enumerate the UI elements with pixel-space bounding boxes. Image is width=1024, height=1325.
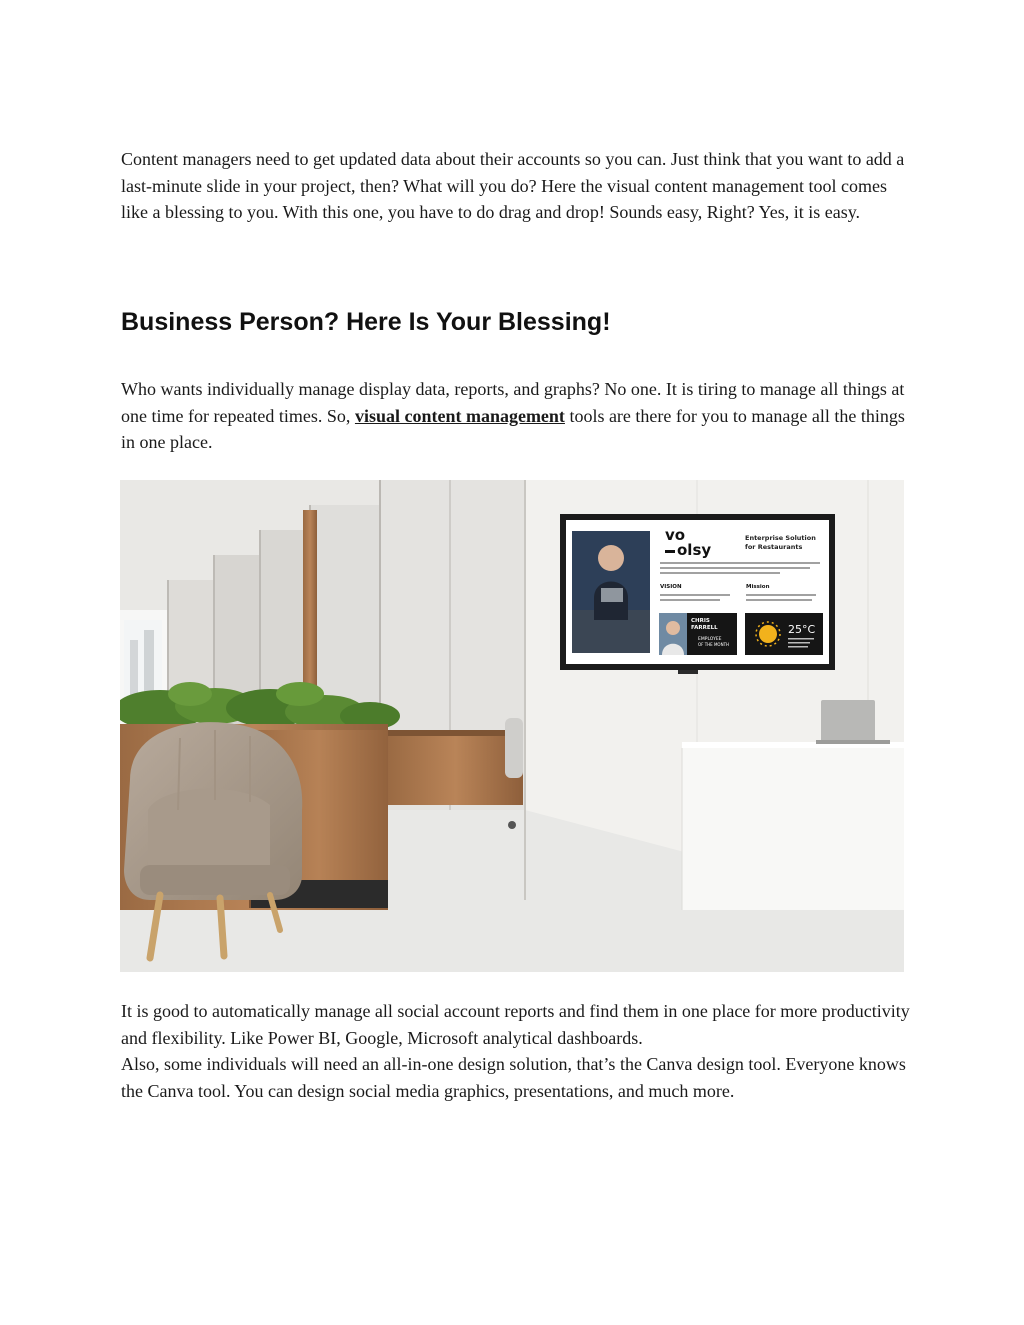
- paragraph-text-start: Who wants individually manage display data, reports, and graphs? No one. It is tiring to manage all things at one time for repeated times. So,: [121, 379, 905, 426]
- screen-employee-role2: OF THE MONTH: [698, 642, 730, 647]
- screen-logo-top: vo: [665, 526, 686, 544]
- closing-paragraph: [121, 998, 911, 1104]
- screen-vision-label: VISION: [660, 584, 682, 590]
- closing-paragraph-line2: Also, some individuals will need an all-in-one design solution, that’s the Canva design tool. Everyone knows the Canva tool. You can design social media graphics, presentations, and much more.: [121, 1054, 906, 1101]
- closing-paragraph-line1: It is good to automatically manage all social account reports and find them in one place for more productivity and flexibility. Like Power BI, Google, Microsoft analytical dashboards.: [121, 1001, 910, 1048]
- visual-content-management-link[interactable]: visual content management: [354, 405, 565, 426]
- screen-title-line1: Enterprise Solution: [745, 534, 816, 542]
- screen-temperature: 25°C: [788, 623, 816, 636]
- screen-logo-dash: [665, 550, 675, 553]
- screen-employee-last: FARRELL: [691, 625, 718, 631]
- intro-paragraph: Content managers need to get updated data about their accounts so you can. Just think that you want to add a last-minute slide in your project, then? What will you do? Here the visual content management tool comes like a blessing to you. With this one, you have to do drag and drop! Sounds easy, Right? Yes, it is easy.: [121, 149, 905, 222]
- body-paragraph: [121, 376, 911, 456]
- screen-logo-bottom: olsy: [677, 541, 712, 559]
- section-heading: Business Person? Here Is Your Blessing!: [121, 308, 611, 336]
- screen-mission-label: Mission: [746, 584, 770, 590]
- screen-title-line2: for Restaurants: [745, 543, 803, 551]
- office-lobby-photo: [120, 480, 904, 972]
- paragraph-text-end: tools are there for you to manage all the things in one place.: [121, 405, 905, 452]
- screen-employee-role1: EMPLOYEE: [698, 637, 722, 642]
- screen-employee-first: CHRIS: [691, 618, 710, 624]
